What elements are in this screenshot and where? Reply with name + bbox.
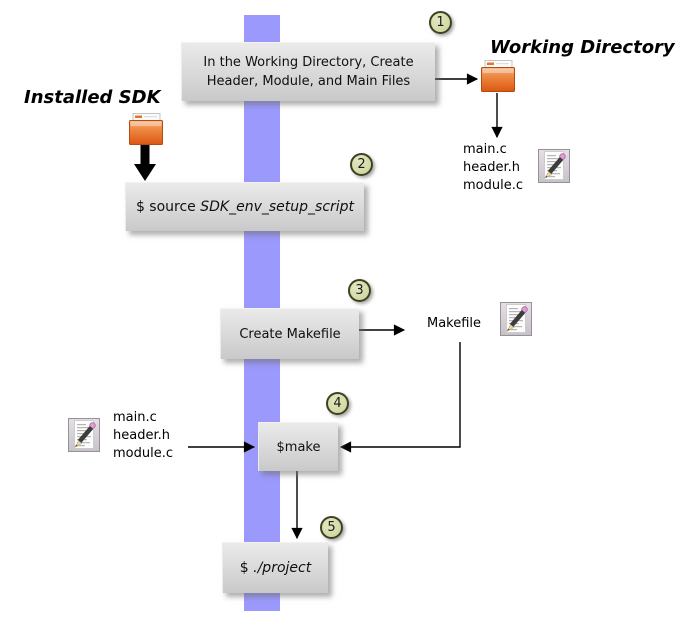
installed-sdk-title: Installed SDK [24,87,161,108]
step4-box [258,422,338,471]
step-number: 1 [436,15,445,30]
step2-box [125,182,364,231]
step-number: 2 [357,157,366,172]
working-directory-file-list [463,141,523,195]
working-directory-title: Working Directory [490,37,675,58]
file-name: main.c [113,410,157,425]
file-name: module.c [113,446,173,461]
step1-label-line1: In the Working Directory, Create [203,55,414,70]
file-name: main.c [463,142,507,157]
step-number: 3 [355,283,364,298]
step-badge-2 [350,153,373,176]
step-badge-3 [348,279,371,302]
step5-box [222,542,328,593]
step-badge-5 [320,516,343,539]
step5-command-prefix: $ [239,559,254,576]
make-input-file-list [113,409,173,463]
step-badge-4 [326,392,349,415]
step3-box [220,308,359,359]
file-name: header.h [463,160,520,175]
step4-label: $make [276,439,321,455]
step1-box [181,42,435,101]
file-edit-icon [538,149,570,183]
arrow-sdk-to-source [134,141,156,181]
step5-command-project: ./project [253,559,312,576]
file-edit-icon [500,302,532,336]
working-directory-folder-icon [481,60,515,92]
file-name: header.h [113,428,170,443]
step-number: 4 [333,396,342,411]
step-number: 5 [327,520,336,535]
file-name: module.c [463,178,523,193]
step3-label: Create Makefile [239,326,341,342]
step2-command-prefix: $ source [135,198,201,215]
step-badge-1 [429,11,452,34]
step2-command-script: SDK_env_setup_script [200,198,355,215]
installed-sdk-folder-icon [129,113,163,145]
step1-label-line2: Header, Module, and Main Files [206,74,411,89]
file-edit-icon [68,418,100,452]
makefile-label: Makefile [427,316,482,331]
